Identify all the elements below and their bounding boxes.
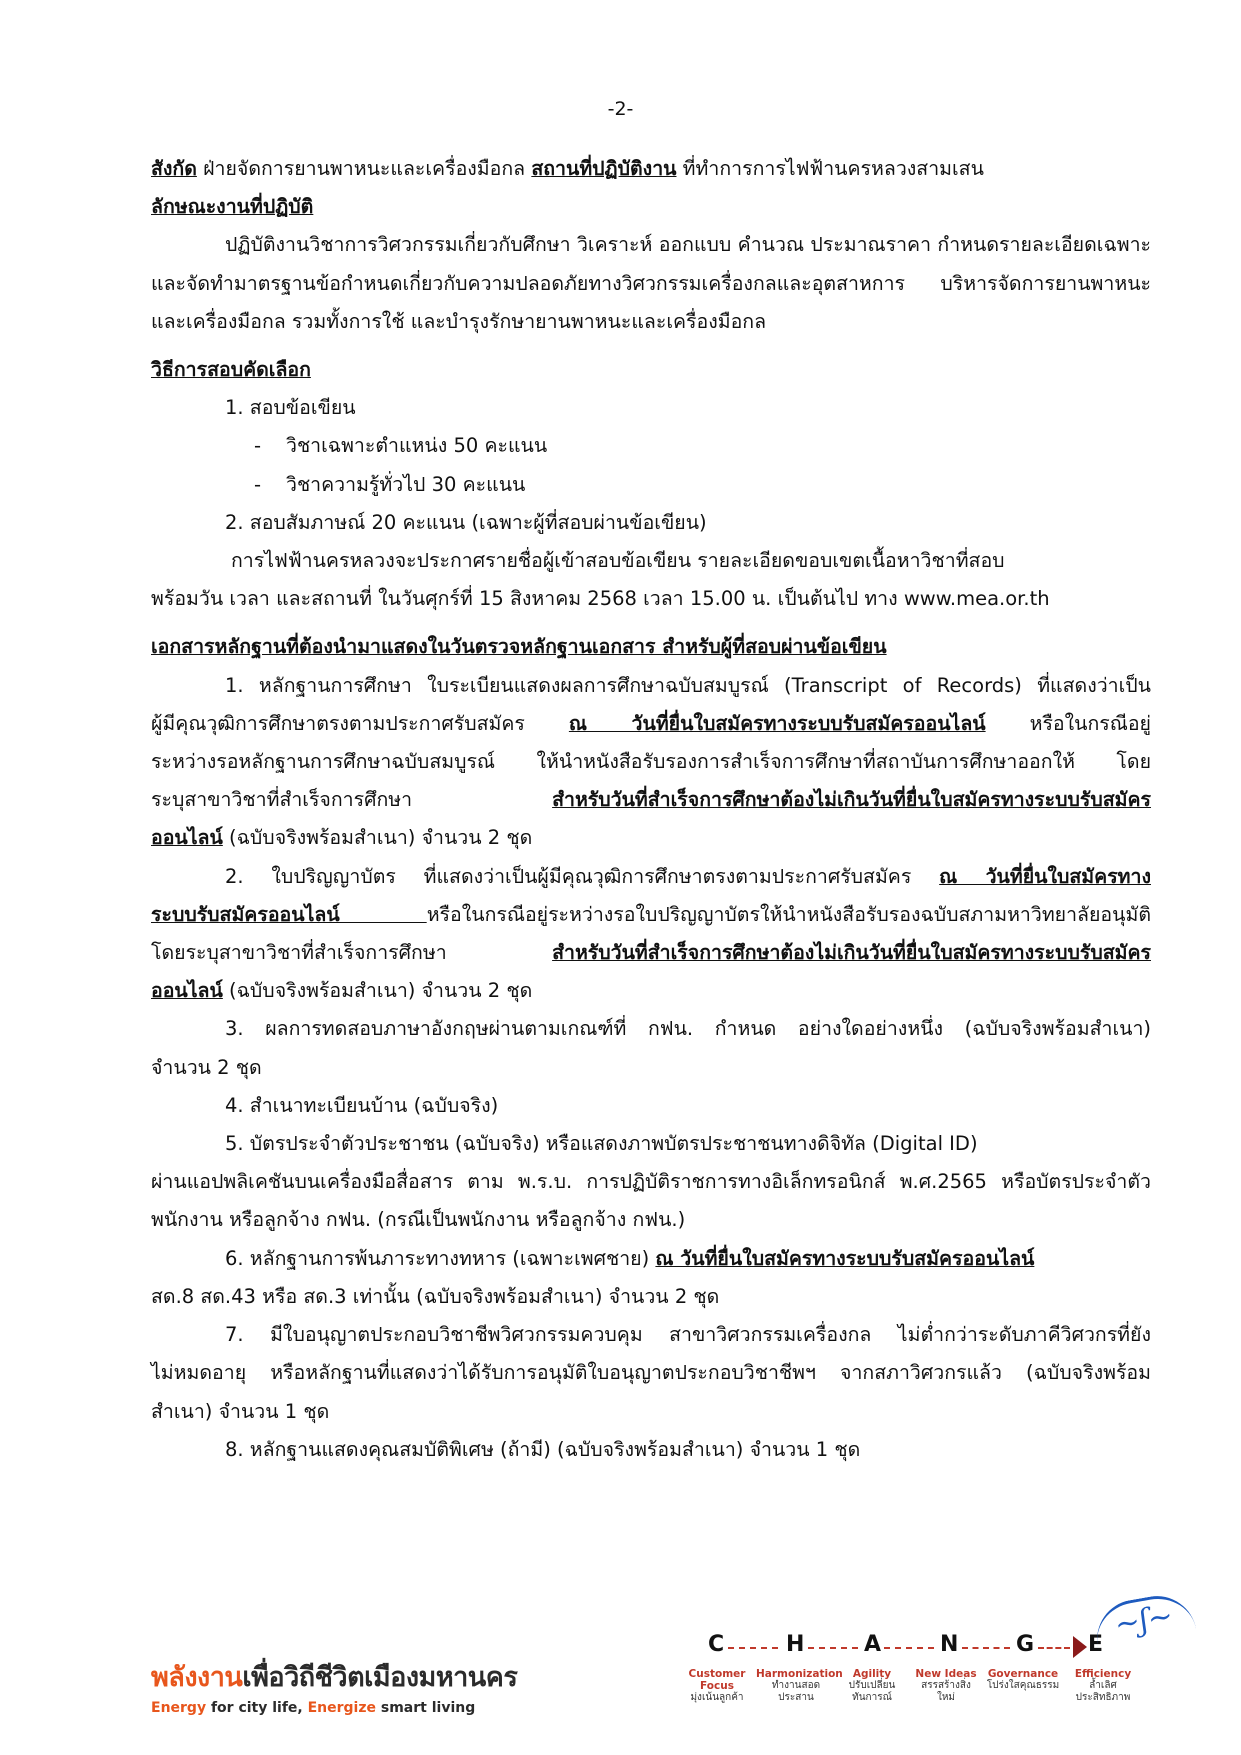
change-letter: N xyxy=(940,1632,959,1657)
doc-text: หรือในกรณีอยู่ xyxy=(985,711,1151,735)
doc-text: (ฉบับจริงพร้อมสำเนา) จำนวน 2 ชุด xyxy=(222,979,533,1003)
change-caption xyxy=(982,1668,1064,1692)
change-caption xyxy=(1068,1668,1138,1704)
workplace-label: สถานที่ปฏิบัติงาน xyxy=(531,157,677,180)
doc-text: โดยระบุสาขาวิชาที่สำเร็จการศึกษา xyxy=(151,941,553,965)
doc-item-1: 1. หลักฐานการศึกษา ใบระเบียนแสดงผลการศึกษาฉบับสมบูรณ์ (Transcript of Records) ที่แสดงว่าเป็น xyxy=(225,673,1151,697)
dash-connector xyxy=(808,1647,858,1649)
caption-en: Efficiency xyxy=(1074,1668,1132,1680)
doc-item-1-line xyxy=(151,705,1151,743)
dash-connector xyxy=(1038,1647,1070,1649)
doc-item-2 xyxy=(151,858,1151,896)
doc-item-3-line: จำนวน 2 ชุด xyxy=(151,1055,262,1079)
doc-text: ระบุสาขาวิชาที่สำเร็จการศึกษา xyxy=(151,788,553,812)
doc-text: (ฉบับจริงพร้อมสำเนา) จำนวน 2 ชุด xyxy=(222,826,533,850)
affiliation-value: ฝ่ายจัดการยานพาหนะและเครื่องมือกล xyxy=(196,157,532,180)
job-nature-heading-text: ลักษณะงานที่ปฏิบัติ xyxy=(151,195,314,219)
change-letter: H xyxy=(786,1632,805,1657)
document-body xyxy=(151,150,1151,1469)
selection-subitem-text: วิชาเฉพาะตำแหน่ง 50 คะแนน xyxy=(286,434,548,458)
doc-emphasis: สำหรับวันที่สำเร็จการศึกษาต้องไม่เกินวันที่ยื่นใบสมัครทางระบบรับสมัคร xyxy=(552,788,1151,812)
signature-mark: ~ʃ~ xyxy=(1091,1590,1200,1664)
change-letter: G xyxy=(1016,1632,1035,1657)
doc-text: หรือในกรณีอยู่ระหว่างรอใบปริญญาบัตรให้นำหนังสือรับรองฉบับสภามหาวิทยาลัยอนุมัติ xyxy=(426,902,1151,926)
slogan-thai-accent: พลังงาน xyxy=(151,1662,243,1693)
caption-th: มุ่งเน้นลูกค้า xyxy=(690,1692,744,1703)
change-letters-row xyxy=(690,1632,1130,1662)
selection-heading xyxy=(151,351,1151,389)
change-letter: C xyxy=(708,1632,725,1657)
doc-item-8: 8. หลักฐานแสดงคุณสมบัติพิเศษ (ถ้ามี) (ฉบับจริงพร้อมสำเนา) จำนวน 1 ชุด xyxy=(225,1437,861,1461)
doc-text: ผู้มีคุณวุฒิการศึกษาตรงตามประกาศรับสมัคร xyxy=(151,711,569,735)
caption-th: โปร่งใสคุณธรรม xyxy=(986,1680,1060,1691)
doc-emphasis: ณ วันที่ยื่นใบสมัครทางระบบรับสมัครออนไลน์ xyxy=(655,1246,1035,1270)
affiliation-line xyxy=(151,150,1151,188)
selection-subitem-text: วิชาความรู้ทั่วไป 30 คะแนน xyxy=(286,472,526,496)
slogan-thai-rest: เพื่อวิถีชีวิตเมืองมหานคร xyxy=(242,1662,518,1693)
dash-connector xyxy=(884,1647,934,1649)
change-caption xyxy=(914,1668,978,1704)
doc-item-6 xyxy=(151,1240,1151,1278)
caption-th: ทำงานสอดประสาน xyxy=(771,1680,821,1703)
doc-item-6-line: สด.8 สด.43 หรือ สด.3 เท่านั้น (ฉบับจริงพร้อมสำเนา) จำนวน 2 ชุด xyxy=(151,1284,720,1308)
doc-emphasis: ระบบรับสมัครออนไลน์ xyxy=(151,902,427,926)
mea-slogan-logo xyxy=(151,1655,517,1716)
doc-item-2-line xyxy=(151,934,1151,972)
doc-item-2-line xyxy=(151,972,1151,1010)
doc-emphasis: สำหรับวันที่สำเร็จการศึกษาต้องไม่เกินวันที่ยื่นใบสมัครทางระบบรับสมัคร xyxy=(552,941,1151,965)
selection-subitem xyxy=(151,427,1151,465)
arrow-icon xyxy=(1073,1636,1087,1658)
caption-th: ล้ำเลิศประสิทธิภาพ xyxy=(1075,1680,1131,1703)
affiliation-label: สังกัด xyxy=(151,157,197,180)
doc-item-4: 4. สำเนาทะเบียนบ้าน (ฉบับจริง) xyxy=(225,1093,499,1117)
doc-item-7: 7. มีใบอนุญาตประกอบวิชาชีพวิศวกรรมควบคุม สาขาวิศวกรรมเครื่องกล ไม่ต่ำกว่าระดับภาคีวิศวกรที่ยัง xyxy=(225,1323,1151,1347)
caption-en: New Ideas xyxy=(915,1668,977,1680)
selection-heading-text: วิธีการสอบคัดเลือก xyxy=(151,358,311,382)
page-number: -2- xyxy=(607,98,634,120)
job-nature-line: ปฏิบัติงานวิชาการวิศวกรรมเกี่ยวกับศึกษา วิเคราะห์ ออกแบบ คำนวณ ประมาณราคา กำหนดรายละเอียดเฉพาะ xyxy=(225,233,1151,257)
doc-item-5-line: พนักงาน หรือลูกจ้าง กฟน. (กรณีเป็นพนักงาน หรือลูกจ้าง กฟน.) xyxy=(151,1208,686,1232)
doc-item-7-line: สำเนา) จำนวน 1 ชุด xyxy=(151,1399,330,1423)
change-letter: E xyxy=(1088,1632,1104,1657)
job-nature-heading xyxy=(151,188,1151,226)
job-nature-line: และจัดทำมาตรฐานข้อกำหนดเกี่ยวกับความปลอดภัยทางวิศวกรรมเครื่องกลและอุตสาหการ บริหารจัดการยานพาหนะ xyxy=(151,271,1151,295)
change-caption xyxy=(842,1668,902,1704)
workplace-value: ที่ทำการการไฟฟ้านครหลวงสามเสน xyxy=(676,157,984,180)
doc-item-5: 5. บัตรประจำตัวประชาชน (ฉบับจริง) หรือแสดงภาพบัตรประชาชนทางดิจิทัล (Digital ID) xyxy=(225,1132,978,1156)
doc-item-5-line: ผ่านแอปพลิเคชันบนเครื่องมือสื่อสาร ตาม พ.ร.บ. การปฏิบัติราชการทางอิเล็กทรอนิกส์ พ.ศ.2565 หรือบัตรประจำตัว xyxy=(151,1170,1151,1194)
caption-th: สรรสร้างสิ่งใหม่ xyxy=(921,1680,971,1703)
doc-item-1-line: ระหว่างรอหลักฐานการศึกษาฉบับสมบูรณ์ ให้นำหนังสือรับรองการสำเร็จการศึกษาที่สถาบันการศึกษาออกให้ โดย xyxy=(151,750,1151,774)
doc-item-7-line: ไม่หมดอายุ หรือหลักฐานที่แสดงว่าได้รับการอนุมัติใบอนุญาตประกอบวิชาชีพฯ จากสภาวิศวกรแล้ว (ฉบับจริงพร้อม xyxy=(151,1361,1151,1385)
caption-th: ปรับเปลี่ยนทันการณ์ xyxy=(848,1680,896,1703)
announcement-line: พร้อมวัน เวลา และสถานที่ ในวันศุกร์ที่ 15 สิงหาคม 2568 เวลา 15.00 น. เป็นต้นไป ทาง www.mea.or.th xyxy=(151,587,1050,611)
slogan-en-part: smart living xyxy=(376,1700,476,1716)
doc-text: 2. ใบปริญญาบัตร ที่แสดงว่าเป็นผู้มีคุณวุฒิการศึกษาตรงตามประกาศรับสมัคร xyxy=(225,864,940,888)
slogan-en-part: Energize xyxy=(307,1700,377,1716)
change-values-strip xyxy=(690,1620,1150,1740)
caption-en: Governance xyxy=(987,1668,1059,1680)
change-caption xyxy=(756,1668,843,1704)
doc-emphasis: ออนไลน์ xyxy=(151,826,223,850)
caption-en: Agility xyxy=(852,1668,892,1680)
doc-item-1-line xyxy=(151,819,1151,857)
doc-emphasis: ณ วันที่ยื่นใบสมัครทางระบบรับสมัครออนไลน์ xyxy=(568,711,986,735)
dash-marker: - xyxy=(254,472,262,496)
job-nature-line: และเครื่องมือกล รวมทั้งการใช้ และบำรุงรักษายานพาหนะและเครื่องมือกล xyxy=(151,309,767,333)
doc-emphasis: ออนไลน์ xyxy=(151,979,223,1003)
selection-item: 1. สอบข้อเขียน xyxy=(225,396,356,420)
doc-emphasis: ณ วันที่ยื่นใบสมัครทาง xyxy=(939,864,1151,888)
dash-connector xyxy=(962,1647,1010,1649)
change-caption xyxy=(680,1668,754,1704)
documents-heading-text: เอกสารหลักฐานที่ต้องนำมาแสดงในวันตรวจหลักฐานเอกสาร สำหรับผู้ที่สอบผ่านข้อเขียน xyxy=(151,635,887,659)
doc-item-2-line xyxy=(151,896,1151,934)
documents-heading xyxy=(151,628,1151,666)
slogan-thai xyxy=(151,1655,517,1698)
change-letter: A xyxy=(864,1632,882,1657)
slogan-en-part: Energy xyxy=(151,1700,207,1716)
announcement-line: การไฟฟ้านครหลวงจะประกาศรายชื่อผู้เข้าสอบข้อเขียน รายละเอียดขอบเขตเนื้อหาวิชาที่สอบ xyxy=(231,549,1005,573)
caption-en: Harmonization xyxy=(756,1668,843,1680)
dash-connector xyxy=(728,1647,778,1649)
selection-subitem xyxy=(151,466,1151,504)
selection-item: 2. สอบสัมภาษณ์ 20 คะแนน (เฉพาะผู้ที่สอบผ่านข้อเขียน) xyxy=(225,510,707,534)
dash-marker: - xyxy=(254,434,262,458)
doc-text: 6. หลักฐานการพ้นภาระทางทหาร (เฉพาะเพศชาย) xyxy=(225,1246,656,1270)
slogan-en-part: for city life, xyxy=(206,1700,308,1716)
slogan-english xyxy=(151,1700,517,1716)
caption-en: Customer Focus xyxy=(688,1668,746,1692)
doc-item-3: 3. ผลการทดสอบภาษาอังกฤษผ่านตามเกณฑ์ที่ กฟน. กำหนด อย่างใดอย่างหนึ่ง (ฉบับจริงพร้อมสำเนา) xyxy=(225,1017,1151,1041)
doc-item-1-line xyxy=(151,781,1151,819)
